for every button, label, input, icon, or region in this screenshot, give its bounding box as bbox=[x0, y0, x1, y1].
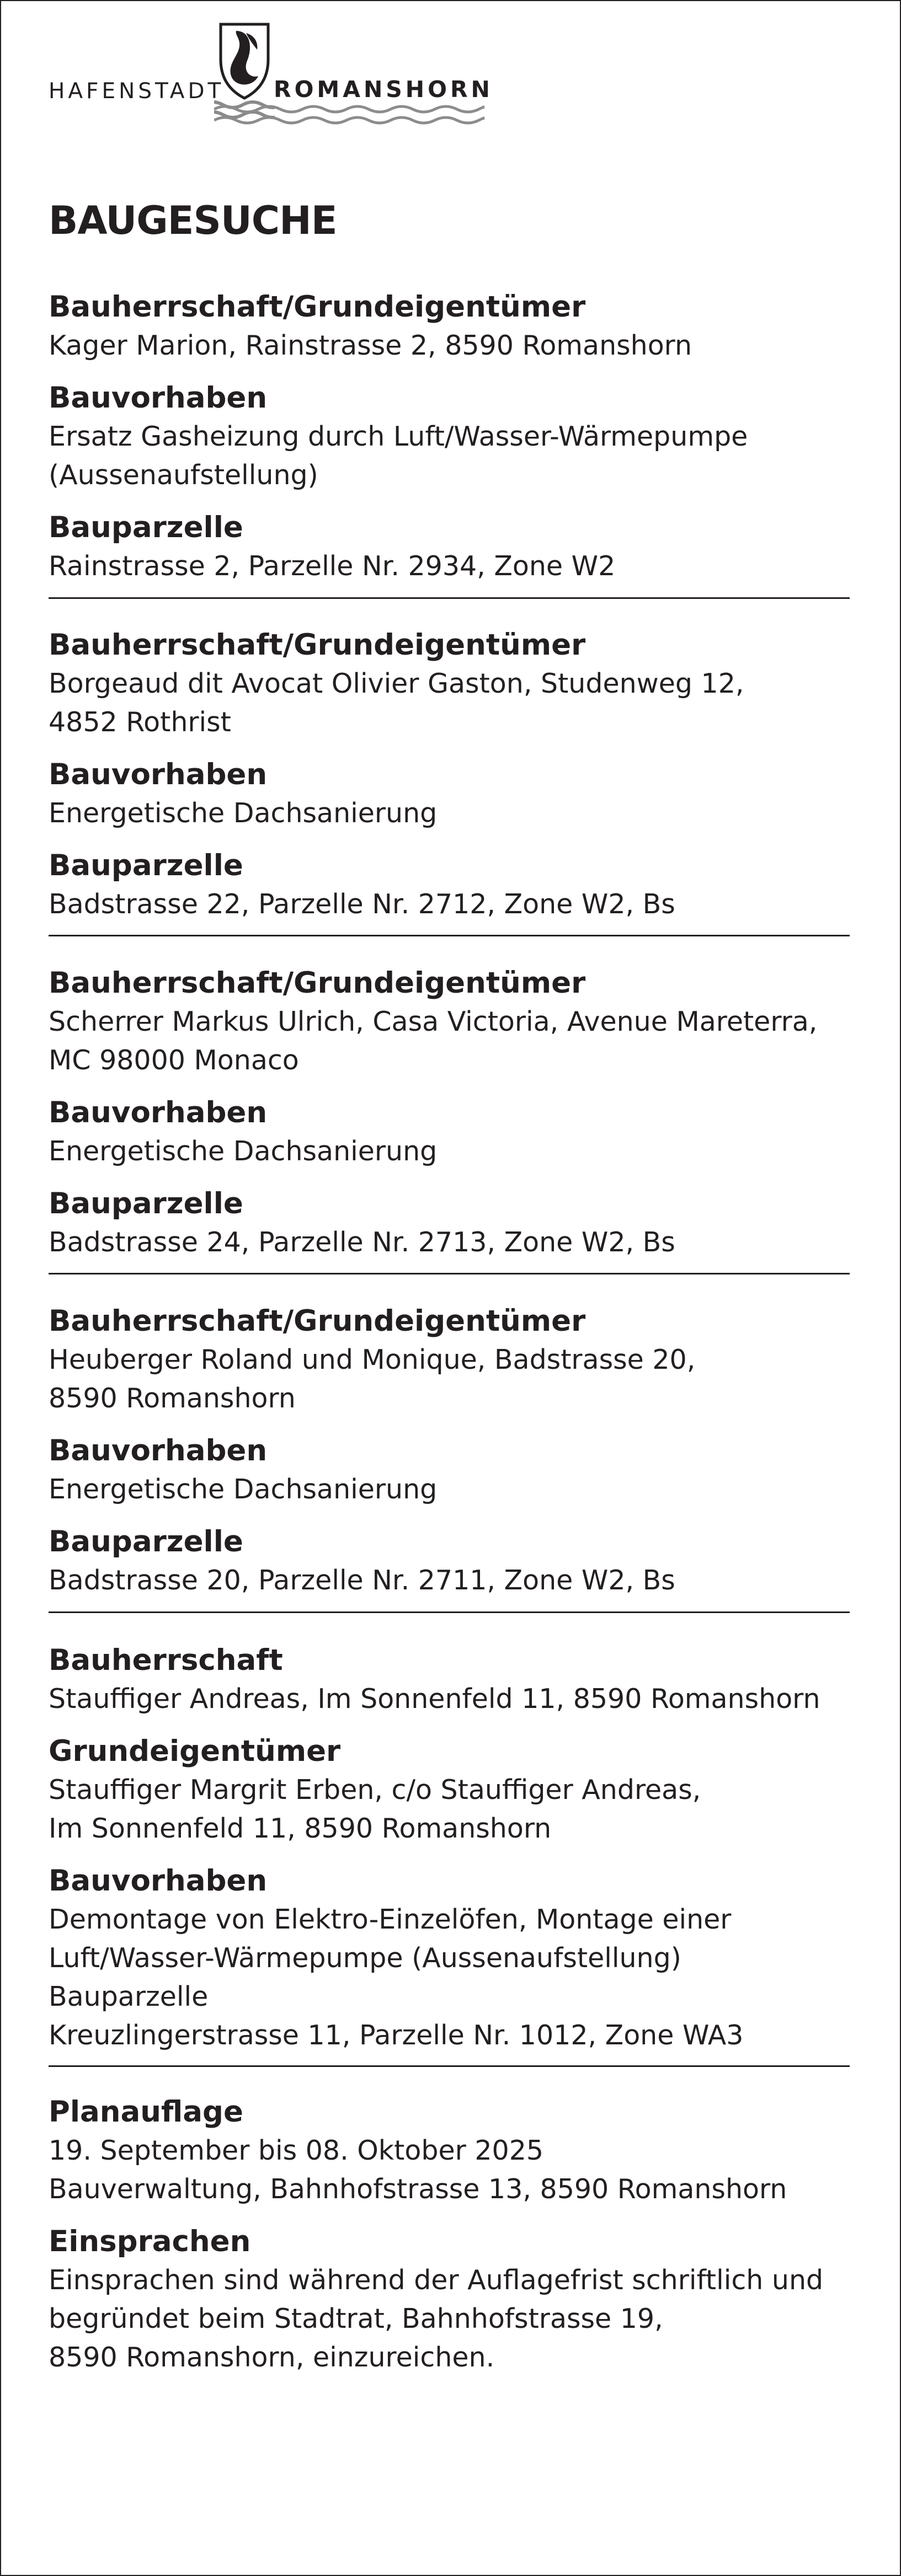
divider bbox=[49, 935, 850, 936]
entry-text: Badstrasse 20, Parzelle Nr. 2711, Zone W2, Bs bbox=[49, 1565, 675, 1596]
entry-text: Stauffiger Andreas, Im Sonnenfeld 11, 8590 Romanshorn bbox=[49, 1683, 820, 1715]
entry-heading: Grundeigentümer bbox=[49, 1734, 341, 1768]
planauflage-text: 19. September bis 08. Oktober 2025 bbox=[49, 2135, 544, 2166]
logo-text-hafenstadt: HAFENSTADT bbox=[49, 79, 225, 104]
entry-text: Im Sonnenfeld 11, 8590 Romanshorn bbox=[49, 1813, 552, 1844]
entry-text: MC 98000 Monaco bbox=[49, 1045, 299, 1076]
entry-text: Stauffiger Margrit Erben, c/o Stauffiger Andreas, bbox=[49, 1774, 701, 1806]
entry-text: 8590 Romanshorn bbox=[49, 1383, 296, 1414]
entry-heading: Bauvorhaben bbox=[49, 381, 268, 415]
entry-heading: Bauvorhaben bbox=[49, 1864, 268, 1898]
einsprachen-text: Einsprachen sind während der Auflagefrist schriftlich und bbox=[49, 2264, 824, 2296]
entry-4 bbox=[49, 1302, 850, 1600]
entry-heading: Bauherrschaft/Grundeigentümer bbox=[49, 628, 586, 662]
entry-heading: Bauherrschaft bbox=[49, 1643, 283, 1677]
divider bbox=[49, 1273, 850, 1274]
entry-text: Rainstrasse 2, Parzelle Nr. 2934, Zone W2 bbox=[49, 550, 616, 582]
entry-text: Kager Marion, Rainstrasse 2, 8590 Romanshorn bbox=[49, 330, 692, 361]
entry-heading: Bauherrschaft/Grundeigentümer bbox=[49, 1304, 586, 1338]
entry-text: Energetische Dachsanierung bbox=[49, 797, 438, 829]
planauflage-section bbox=[49, 2093, 850, 2377]
entry-text: Badstrasse 22, Parzelle Nr. 2712, Zone W2, Bs bbox=[49, 888, 675, 920]
entry-1 bbox=[49, 288, 850, 586]
planauflage-heading: Planauflage bbox=[49, 2095, 243, 2129]
entry-heading: Bauvorhaben bbox=[49, 758, 268, 791]
divider bbox=[49, 597, 850, 599]
logo-text-romanshorn: ROMANSHORN bbox=[274, 76, 493, 103]
entry-text: Energetische Dachsanierung bbox=[49, 1136, 438, 1167]
entry-text: Scherrer Markus Ulrich, Casa Victoria, Avenue Mareterra, bbox=[49, 1006, 818, 1037]
entry-text: Ersatz Gasheizung durch Luft/Wasser-Wärmepumpe bbox=[49, 421, 748, 452]
logo-waves bbox=[214, 101, 484, 129]
entry-heading: Bauvorhaben bbox=[49, 1096, 268, 1129]
entry-heading: Bauparzelle bbox=[49, 511, 243, 544]
einsprachen-text: begründet beim Stadtrat, Bahnhofstrasse 19, bbox=[49, 2303, 663, 2334]
entry-text: Demontage von Elektro-Einzelöfen, Montage einer bbox=[49, 1904, 732, 1935]
entry-text: Bauparzelle bbox=[49, 1981, 209, 2012]
divider bbox=[49, 1611, 850, 1613]
entry-2 bbox=[49, 626, 850, 924]
entry-text: Heuberger Roland und Monique, Badstrasse 20, bbox=[49, 1344, 696, 1375]
entry-heading: Bauparzelle bbox=[49, 1187, 243, 1220]
entry-text: Badstrasse 24, Parzelle Nr. 2713, Zone W2, Bs bbox=[49, 1227, 675, 1258]
entry-3 bbox=[49, 964, 850, 1262]
einsprachen-text: 8590 Romanshorn, einzureichen. bbox=[49, 2342, 495, 2373]
entry-heading: Bauherrschaft/Grundeigentümer bbox=[49, 290, 586, 324]
entry-heading: Bauparzelle bbox=[49, 849, 243, 882]
entry-text: Luft/Wasser-Wärmepumpe (Aussenaufstellung) bbox=[49, 1942, 681, 1974]
divider bbox=[49, 2065, 850, 2067]
entry-text: 4852 Rothrist bbox=[49, 706, 231, 738]
entry-text: (Aussenaufstellung) bbox=[49, 459, 318, 491]
einsprachen-heading: Einsprachen bbox=[49, 2225, 251, 2258]
entry-text: Kreuzlingerstrasse 11, Parzelle Nr. 1012, Zone WA3 bbox=[49, 2020, 744, 2051]
planauflage-text: Bauverwaltung, Bahnhofstrasse 13, 8590 Romanshorn bbox=[49, 2173, 787, 2205]
entry-text: Borgeaud dit Avocat Olivier Gaston, Studenweg 12, bbox=[49, 668, 744, 699]
entry-text: Energetische Dachsanierung bbox=[49, 1474, 438, 1505]
page-title: BAUGESUCHE bbox=[49, 198, 337, 243]
entry-5 bbox=[49, 1641, 850, 2055]
entry-heading: Bauvorhaben bbox=[49, 1434, 268, 1468]
entry-heading: Bauherrschaft/Grundeigentümer bbox=[49, 966, 586, 1000]
entry-heading: Bauparzelle bbox=[49, 1525, 243, 1559]
